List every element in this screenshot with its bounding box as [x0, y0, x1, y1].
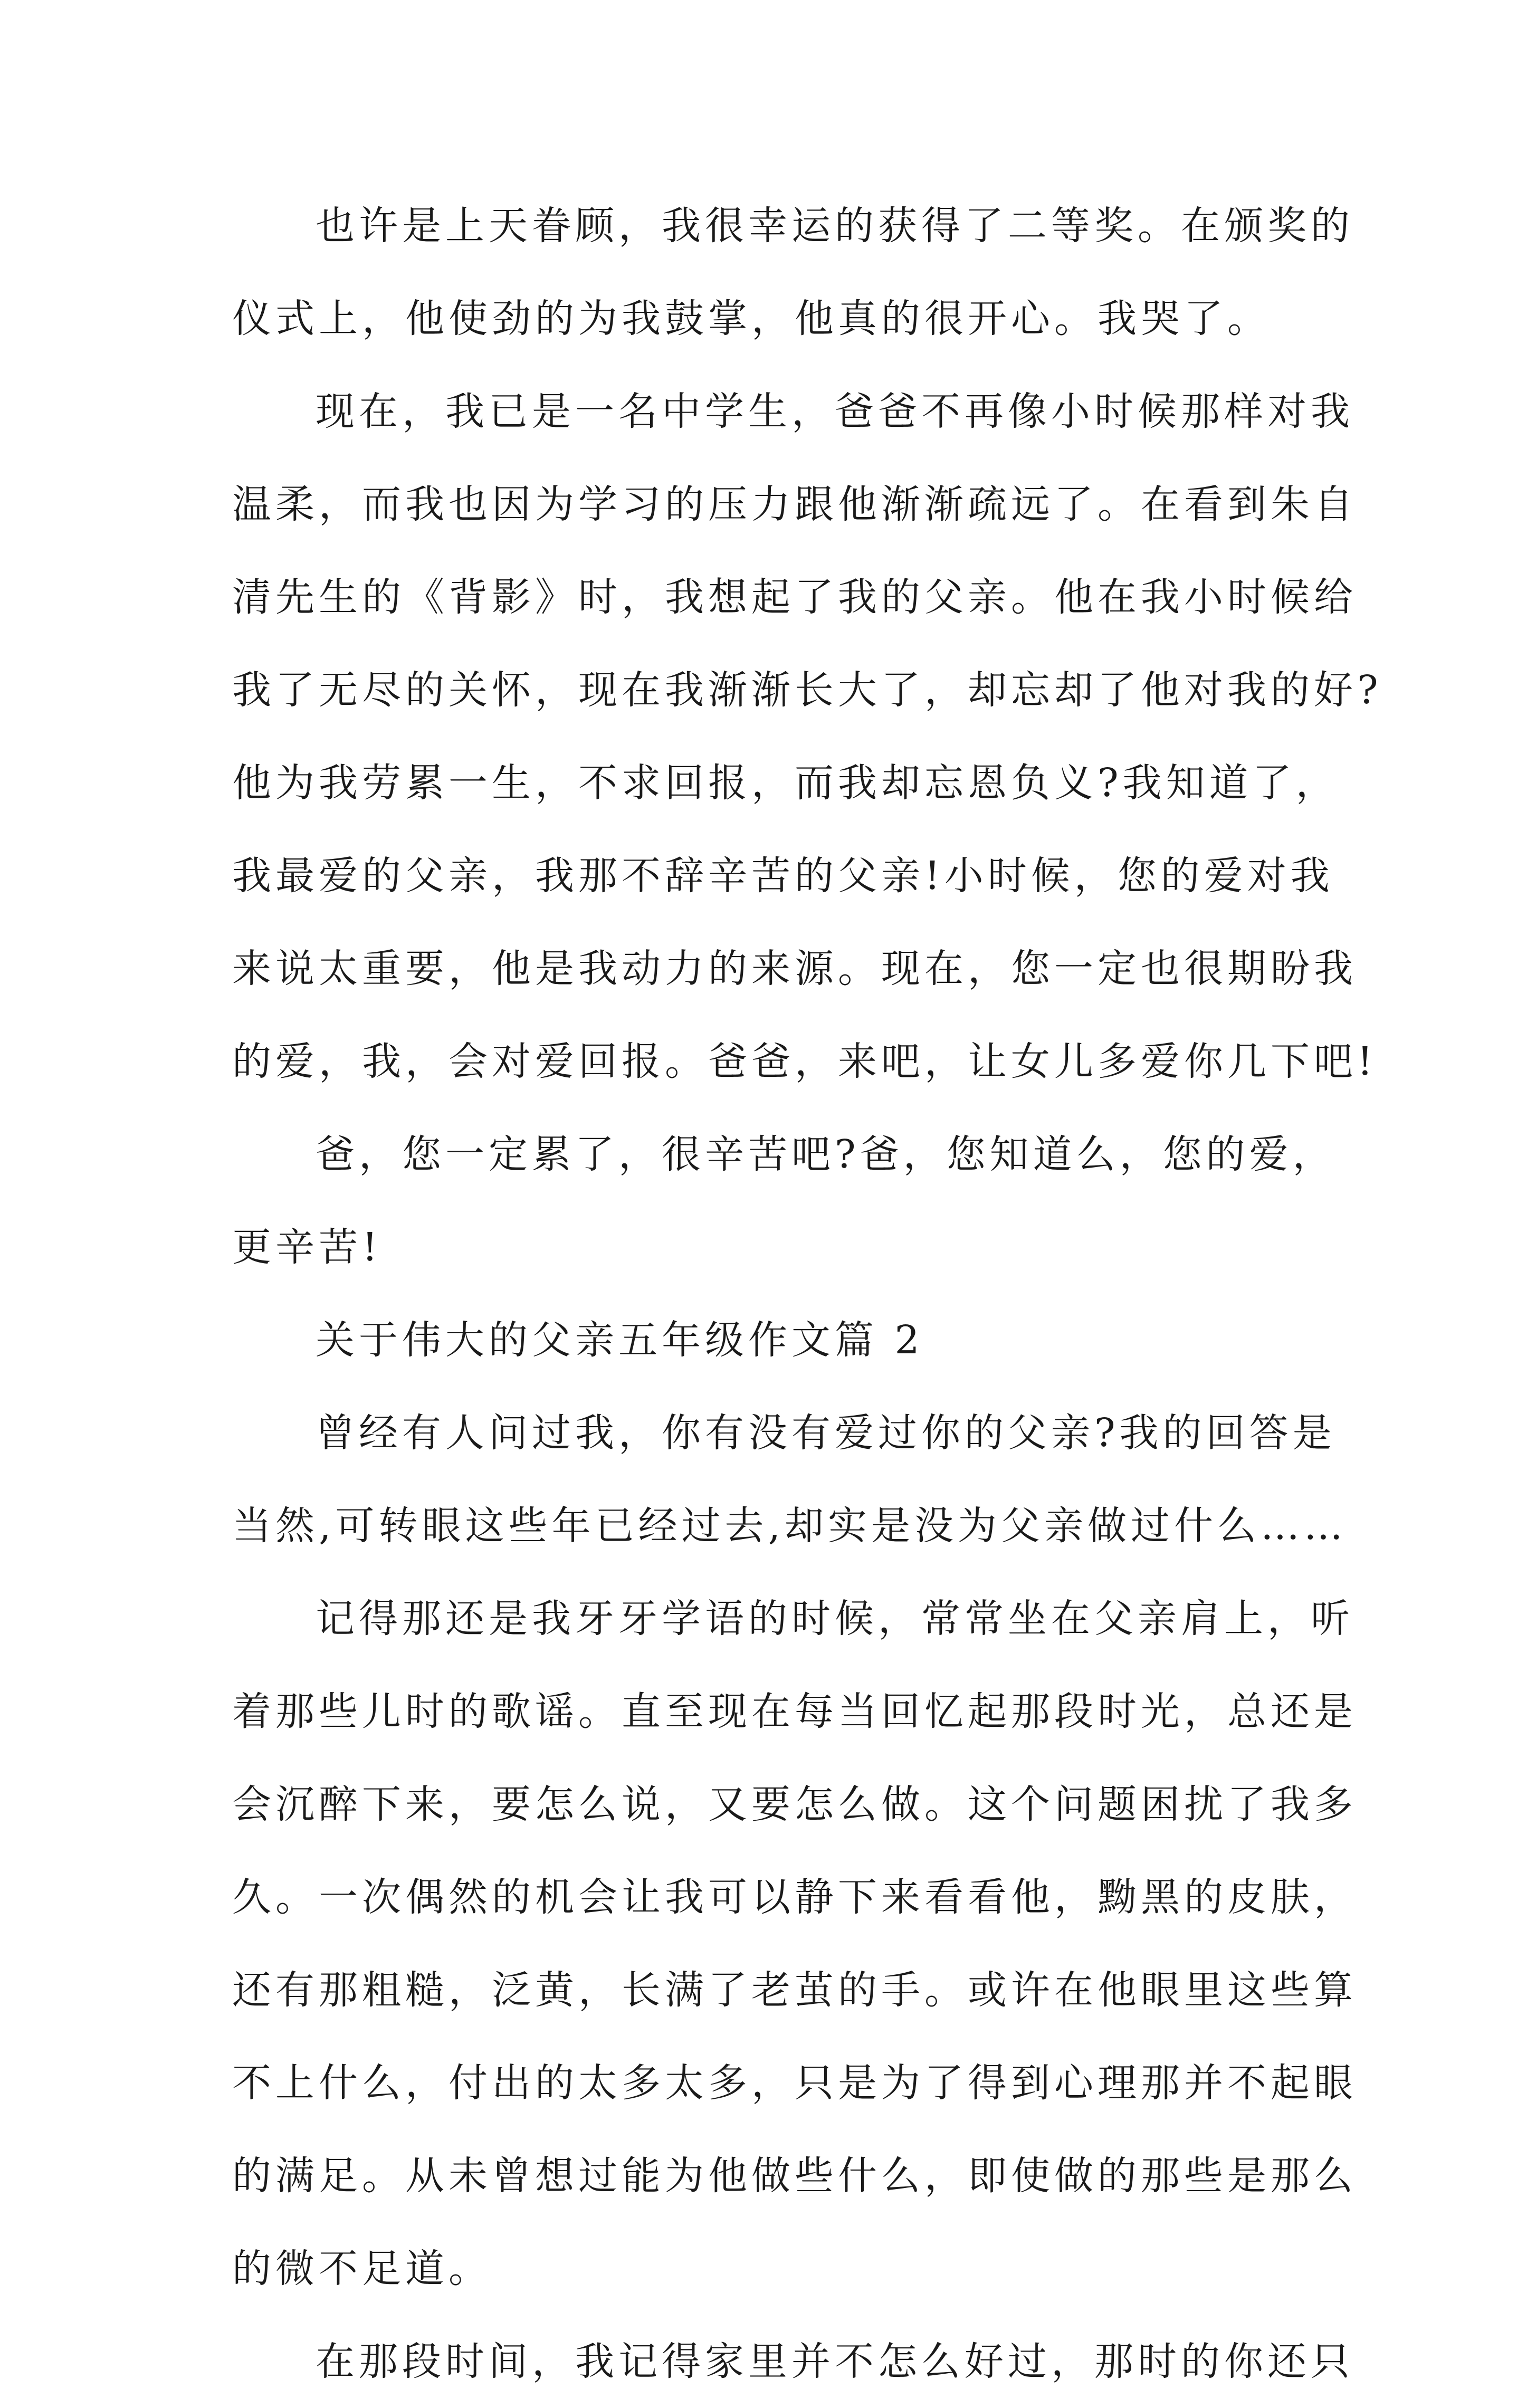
text-line: 爸，您一定累了，很辛苦吧?爸，您知道么，您的爱， [316, 1132, 1336, 1177]
text-line: 温柔，而我也因为学习的压力跟他渐渐疏远了。在看到朱自 [232, 482, 1357, 527]
text-line: 也许是上天眷顾，我很幸运的获得了二等奖。在颁奖的 [316, 203, 1354, 249]
text-line: 着那些儿时的歌谣。直至现在每当回忆起那段时光，总还是 [232, 1689, 1357, 1734]
text-line: 久。一次偶然的机会让我可以静下来看看他，黝黑的皮肤， [232, 1875, 1357, 1920]
text-line: 清先生的《背影》时，我想起了我的父亲。他在我小时候给 [232, 575, 1357, 620]
text-line: 我了无尽的关怀，现在我渐渐长大了，却忘却了他对我的好? [232, 667, 1382, 713]
text-line: 曾经有人问过我，你有没有爱过你的父亲?我的回答是 [316, 1410, 1336, 1456]
text-line: 现在，我已是一名中学生，爸爸不再像小时候那样对我 [316, 389, 1354, 434]
text-line: 的满足。从未曾想过能为他做些什么，即使做的那些是那么 [232, 2153, 1357, 2199]
text-line: 我最爱的父亲，我那不辞辛苦的父亲!小时候，您的爱对我 [232, 853, 1334, 899]
text-line: 还有那粗糙，泛黄，长满了老茧的手。或许在他眼里这些算 [232, 1967, 1357, 2013]
text-line: 记得那还是我牙牙学语的时候，常常坐在父亲肩上，听 [316, 1596, 1354, 1641]
text-line: 会沉醉下来，要怎么说，又要怎么做。这个问题困扰了我多 [232, 1782, 1357, 1827]
text-line: 的爱，我，会对爱回报。爸爸，来吧，让女儿多爱你几下吧! [232, 1039, 1377, 1084]
text-line: 更辛苦! [232, 1225, 382, 1270]
document-page [232, 179, 1382, 2408]
section-heading: 关于伟大的父亲五年级作文篇 2 [316, 1317, 924, 1363]
text-line: 当然,可转眼这些年已经过去,却实是没为父亲做过什么…… [232, 1503, 1348, 1549]
text-line: 他为我劳累一生，不求回报，而我却忘恩负义?我知道了， [232, 760, 1339, 806]
text-line: 在那段时间，我记得家里并不怎么好过，那时的你还只 [316, 2339, 1354, 2384]
text-line: 来说太重要，他是我动力的来源。现在，您一定也很期盼我 [232, 946, 1357, 991]
text-line: 不上什么，付出的太多太多，只是为了得到心理那并不起眼 [232, 2060, 1357, 2106]
text-line: 的微不足道。 [232, 2246, 492, 2291]
text-line: 仪式上，他使劲的为我鼓掌，他真的很开心。我哭了。 [232, 296, 1271, 341]
